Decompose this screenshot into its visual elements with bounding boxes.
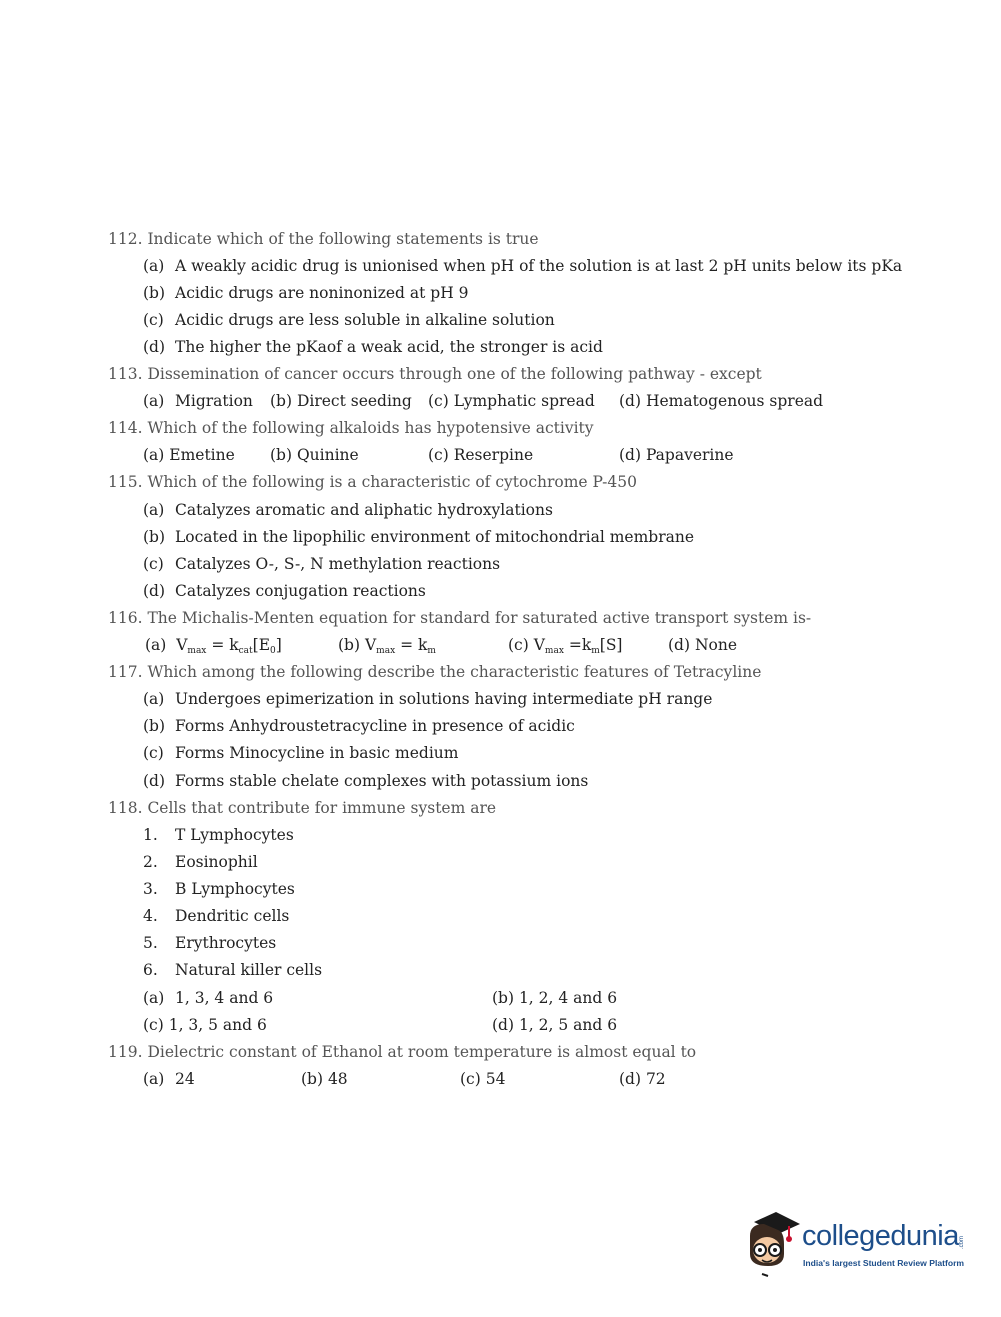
logo-tagline: India's largest Student Review Platform [803, 1258, 965, 1268]
formula-sub: 0 [270, 646, 276, 656]
question-118: 118. Cells that contribute for immune system are [108, 799, 497, 817]
list-item-number: 5. [143, 934, 158, 952]
list-item-text: Dendritic cells [175, 907, 290, 925]
option-116-a [145, 635, 282, 661]
question-116: 116. The Michalis-Menten equation for standard for saturated active transport system is- [108, 609, 812, 627]
question-113: 113. Dissemination of cancer occurs through one of the following pathway - except [108, 365, 762, 383]
mascot-icon [744, 1210, 804, 1282]
option-label: (d) [143, 338, 166, 356]
option-118-b: (b) 1, 2, 4 and 6 [492, 989, 618, 1007]
option-label: (d) [143, 582, 166, 600]
option-label: (b) [143, 528, 166, 546]
formula-sub: max [187, 646, 207, 656]
list-item-number: 1. [143, 826, 158, 844]
formula-sub: max [376, 646, 396, 656]
option-text: Located in the lipophilic environment of mitochondrial membrane [175, 528, 695, 546]
list-item-text: Eosinophil [175, 853, 258, 871]
logo-com: .com [959, 1236, 965, 1250]
option-label: (b) [338, 636, 361, 654]
formula-mid: =k [563, 636, 592, 654]
option-113-b: (b) Direct seeding [270, 392, 412, 410]
question-117: 117. Which among the following describe the characteristic features of Tetracyline [108, 663, 762, 681]
list-item-number: 2. [143, 853, 158, 871]
list-item-text: B Lymphocytes [175, 880, 295, 898]
formula-sub: m [591, 646, 600, 656]
list-item-text: T Lymphocytes [175, 826, 294, 844]
formula-end: [S] [599, 636, 623, 654]
option-label: (c) [143, 555, 164, 573]
option-text: Forms Minocycline in basic medium [175, 744, 459, 762]
collegedunia-logo[interactable] [744, 1210, 970, 1282]
option-label: (b) [143, 284, 166, 302]
list-item-text: Erythrocytes [175, 934, 277, 952]
list-item-number: 6. [143, 961, 158, 979]
option-text: Catalyzes conjugation reactions [175, 582, 426, 600]
option-label: (a) [143, 690, 165, 708]
question-114: 114. Which of the following alkaloids has hypotensive activity [108, 419, 594, 437]
option-113-d: (d) Hematogenous spread [619, 392, 824, 410]
option-text: The higher the pKaof a weak acid, the stronger is acid [175, 338, 603, 356]
option-label: (b) [143, 717, 166, 735]
option-text: Migration [175, 392, 253, 410]
formula-v: V [364, 636, 377, 654]
option-label: (a) [143, 392, 165, 410]
formula-v: V [176, 636, 188, 654]
list-item-text: Natural killer cells [175, 961, 323, 979]
option-text: Undergoes epimerization in solutions having intermediate pH range [175, 690, 713, 708]
option-114-a: (a) Emetine [143, 446, 235, 464]
option-label: (a) [145, 636, 167, 654]
option-text: 1, 3, 4 and 6 [175, 989, 274, 1007]
option-text: Acidic drugs are noninonized at pH 9 [175, 284, 469, 302]
option-118-d: (d) 1, 2, 5 and 6 [492, 1016, 618, 1034]
formula-v: V [533, 636, 545, 654]
option-label: (a) [143, 501, 165, 519]
option-112-a [143, 256, 164, 276]
formula-end: ] [275, 636, 282, 654]
list-item-number: 3. [143, 880, 158, 898]
option-114-d: (d) Papaverine [619, 446, 734, 464]
formula-sub: m [427, 646, 436, 656]
option-text: A weakly acidic drug is unionised when pH of the solution is at last 2 pH units below its pKa [175, 257, 903, 275]
formula-e: [E [252, 636, 271, 654]
option-118-c: (c) 1, 3, 5 and 6 [143, 1016, 267, 1034]
option-114-b: (b) Quinine [270, 446, 359, 464]
option-label: (c) [143, 744, 164, 762]
formula-sub: max [544, 646, 564, 656]
option-label: (c) [508, 636, 529, 654]
option-text: Acidic drugs are less soluble in alkaline solution [175, 311, 555, 329]
option-label: (c) [143, 311, 164, 329]
option-label: (a) [143, 989, 165, 1007]
option-label: (a) [143, 257, 165, 275]
list-item-number: 4. [143, 907, 158, 925]
option-119-b: (b) 48 [301, 1070, 348, 1088]
formula-mid: = k [395, 636, 428, 654]
option-116-d: (d) None [668, 636, 737, 654]
option-text: Catalyzes aromatic and aliphatic hydroxylations [175, 501, 553, 519]
option-label: (d) [143, 772, 166, 790]
formula-mid: = k [206, 636, 239, 654]
question-112: 112. Indicate which of the following statements is true [108, 230, 539, 248]
option-text: Forms Anhydroustetracycline in presence of acidic [175, 717, 575, 735]
formula-sub: cat [238, 646, 253, 656]
option-116-b [338, 635, 436, 661]
option-119-d: (d) 72 [619, 1070, 666, 1088]
option-text: Forms stable chelate complexes with potassium ions [175, 772, 589, 790]
question-115: 115. Which of the following is a characteristic of cytochrome P-450 [108, 473, 637, 491]
option-text: 24 [175, 1070, 195, 1088]
option-113-c: (c) Lymphatic spread [428, 392, 595, 410]
option-114-c: (c) Reserpine [428, 446, 534, 464]
option-text: Catalyzes O-, S-, N methylation reactions [175, 555, 501, 573]
option-116-c [508, 635, 622, 661]
option-label: (a) [143, 1070, 165, 1088]
logo-wordmark: collegedunia [802, 1220, 959, 1252]
question-119: 119. Dielectric constant of Ethanol at room temperature is almost equal to [108, 1043, 697, 1061]
option-119-c: (c) 54 [460, 1070, 506, 1088]
